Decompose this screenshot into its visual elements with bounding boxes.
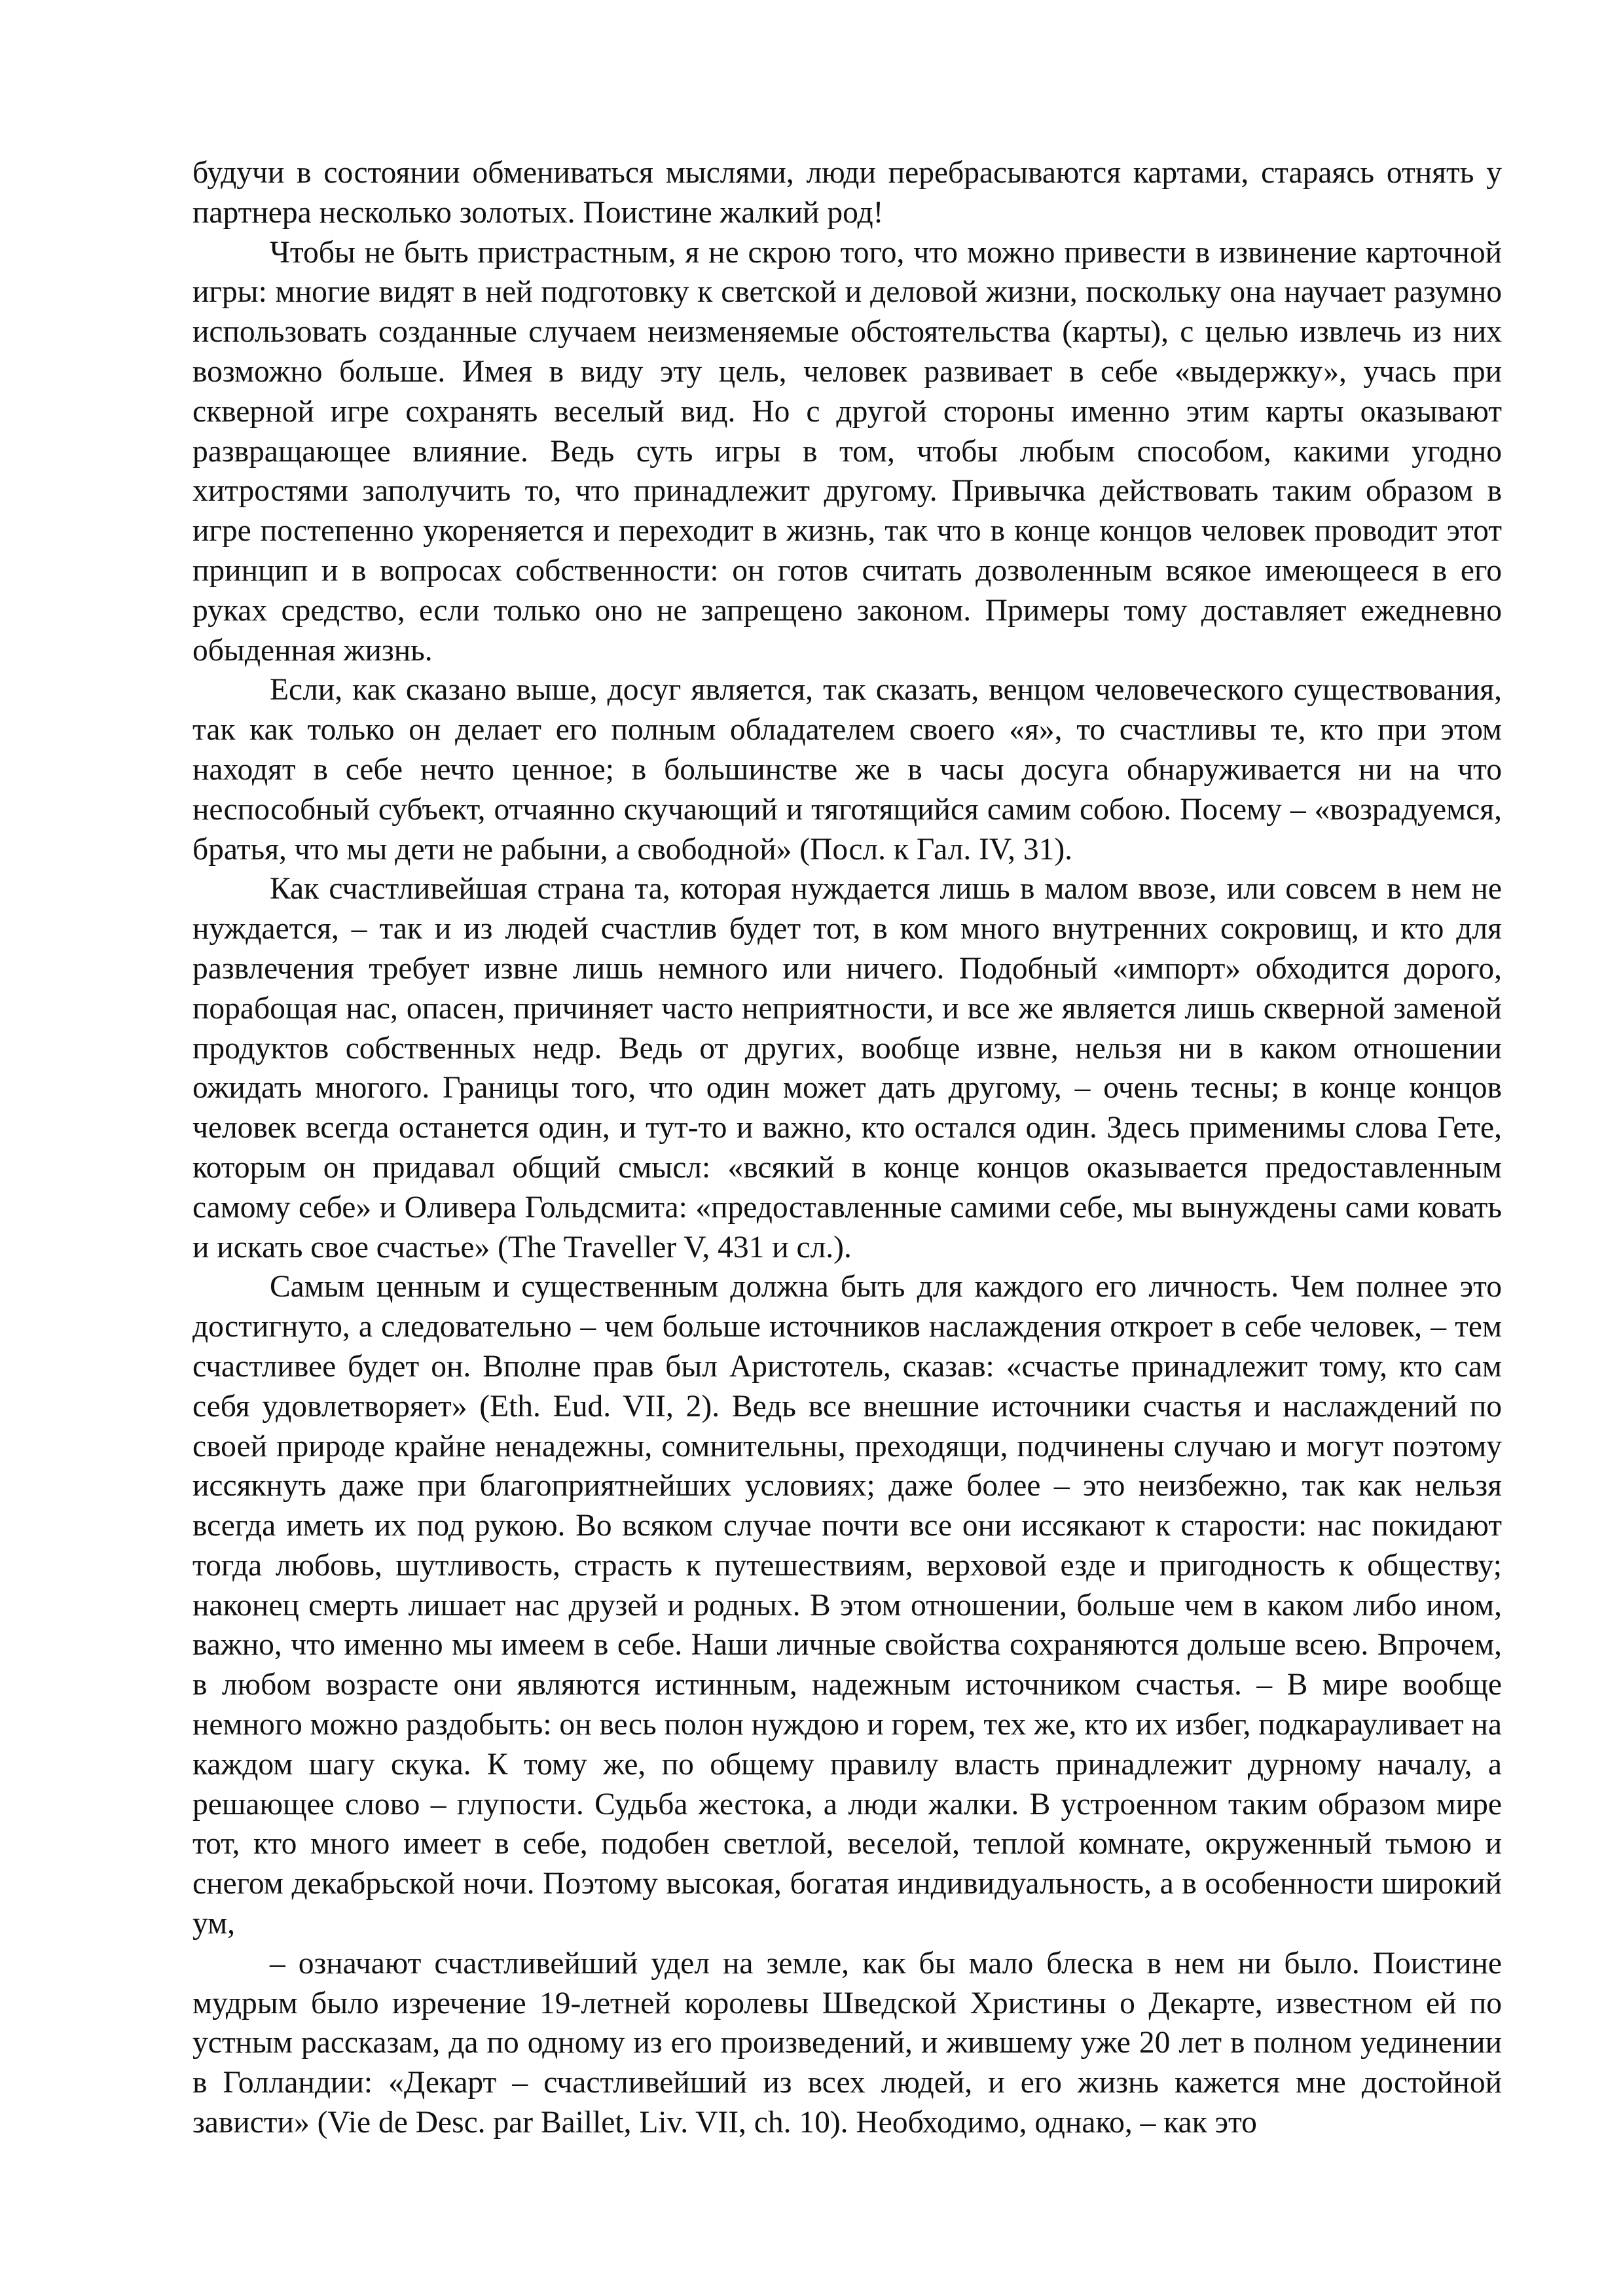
paragraph-personality: Самым ценным и существенным должна быть для каждого его личность. Чем полнее это достигнуто, а следовательно – чем больше источников наслаждения откроет в себе человек, – тем счастливее будет он. Вполне прав был Аристотель, сказав: «счастье принадлежит тому, кто сам себя удовлетворяет» (Eth. Eud. VII, 2). Ведь все внешние источники счастья и наслаждений по своей природе крайне ненадежны, сомнительны, преходящи, подчинены случаю и могут поэтому иссякнуть даже при благоприятнейших условиях; даже более – это неизбежно, так как нельзя всегда иметь их под рукою. Во всяком случае почти все они иссякают к старости: нас покидают тогда любовь, шутливость, страсть к путешествиям, верховой езде и пригодность к обществу; наконец смерть лишает нас друзей и родных. В этом отношении, больше чем в каком либо ином, важно, что именно мы имеем в себе. Наши личные свойства сохраняются дольше всею. Впрочем, в любом возрасте они являются истинным, надежным источником счастья. – В мире вообще немного можно раздобыть: он весь полон нуждою и горем, тех же, кто их избег, подкарауливает на каждом шагу скука. К тому же, по общему правилу власть принадлежит дурному началу, а решающее слово – глупости. Судьба жестока, а люди жалки. В устроенном таким образом мире тот, кто много имеет в себе, подобен светлой, веселой, теплой комнате, окруженный тьмою и снегом декабрьской ночи. Поэтому высокая, богатая индивидуальность, а в особенности широкий ум, [192,1270,1502,1941]
paragraph-descartes: – означают счастливейший удел на земле, как бы мало блеска в нем ни было. Поистине мудрым было изречение 19-летней королевы Шведской Христины о Декарте, известном ей по устным рассказам, да по одному из его произведений, и жившему уже 20 лет в полном уединении в Голландии: «Декарт – счастливейший из всех людей, и его жизнь кажется мне достойной зависти» (Vie de Desc. par Baillet, Liv. VII, ch. 10). Необходимо, однако, – как это [192,1946,1502,2140]
document-page [192,153,1502,2143]
paragraph-leisure: Если, как сказано выше, досуг является, так сказать, венцом человеческого существования, так как только он делает его полным обладателем своего «я», то счастливы те, кто при этом находят в себе нечто ценное; в большинстве же в часы досуга обнаруживается ни на что неспособный субъект, отчаянно скучающий и тяготящийся самим собою. Посему – «возрадуемся, братья, что мы дети не рабыни, а свободной» (Посл. к Гал. IV, 31). [192,673,1502,867]
paragraph-happiest-country: Как счастливейшая страна та, которая нуждается лишь в малом ввозе, или совсем в нем не нуждается, – так и из людей счастлив будет тот, в ком много внутренних сокровищ, и кто для развлечения требует извне лишь немного или ничего. Подобный «импорт» обходится дорого, порабощая нас, опасен, причиняет часто неприятности, и все же является лишь скверной заменой продуктов собственных недр. Ведь от других, вообще извне, нельзя ни в каком отношении ожидать многого. Границы того, что один может дать другому, – очень тесны; в конце концов человек всегда останется один, и тут-то и важно, кто остался один. Здесь применимы слова Гете, которым он придавал общий смысл: «всякий в конце концов оказывается предоставленным самому себе» и Оливера Гольдсмита: «предоставленные самими себе, мы вынуждены сами ковать и искать свое счастье» (The Traveller V, 431 и сл.). [192,872,1502,1265]
paragraph-card-games-end: будучи в состоянии обмениваться мыслями, люди перебрасываются картами, стараясь отнять у партнера несколько золотых. Поистине жалкий род! [192,156,1502,230]
paragraph-card-games-excuse: Чтобы не быть пристрастным, я не скрою того, что можно привести в извинение карточной игры: многие видят в ней подготовку к светской и деловой жизни, поскольку она научает разумно использовать созданные случаем неизменяемые обстоятельства (карты), с целью извлечь из них возможно больше. Имея в виду эту цель, человек развивает в себе «выдержку», учась при скверной игре сохранять веселый вид. Но с другой стороны именно этим карты оказывают развращающее влияние. Ведь суть игры в том, чтобы любым способом, какими угодно хитростями заполучить то, что принадлежит другому. Привычка действовать таким образом в игре постепенно укореняется и переходит в жизнь, так что в конце концов человек проводит этот принцип и в вопросах собственности: он готов считать дозволенным всякое имеющееся в его руках средство, если только оно не запрещено законом. Примеры тому доставляет ежедневно обыденная жизнь. [192,235,1502,668]
